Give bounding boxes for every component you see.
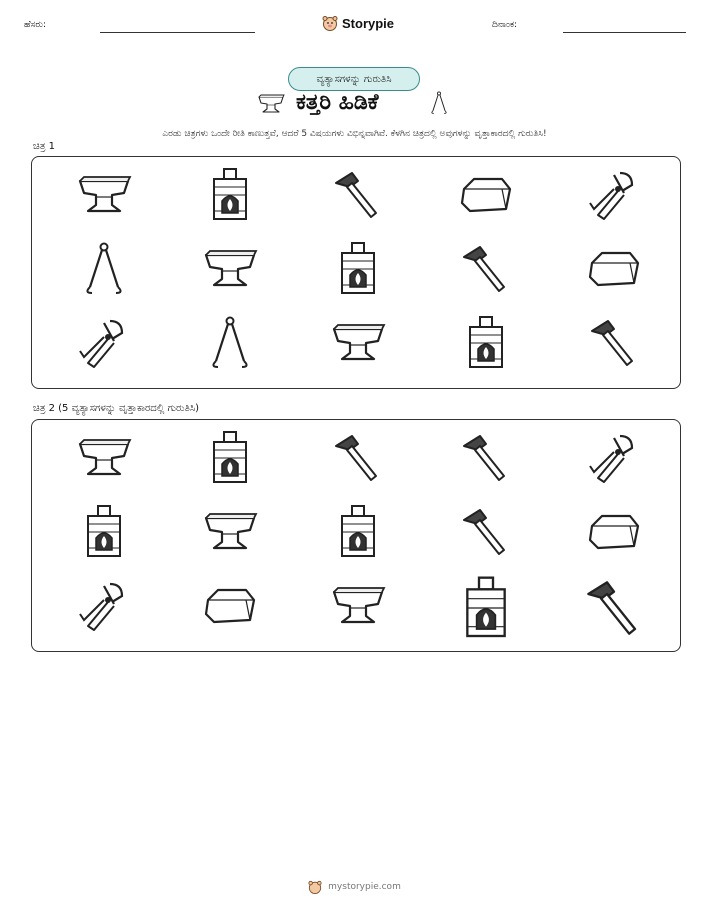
furnace-icon[interactable] bbox=[456, 315, 516, 371]
name-label: ಹೆಸರು: bbox=[24, 20, 47, 30]
date-line bbox=[563, 32, 686, 33]
anvil-icon[interactable] bbox=[328, 315, 388, 371]
bear-logo-icon bbox=[308, 880, 322, 894]
date-label: ದಿನಾಂಕ: bbox=[492, 20, 518, 30]
picture1-label: ಚಿತ್ರ 1 bbox=[33, 141, 55, 152]
picture2-panel bbox=[31, 419, 681, 652]
name-line bbox=[100, 32, 255, 33]
instructions: ಎರಡು ಚಿತ್ರಗಳು ಒಂದೇ ರೀತಿ ಕಾಣುತ್ತವೆ, ಆದರೆ 5 ವಿಷಯಗಳು ವಿಭಿನ್ನವಾಗಿವೆ. ಕೆಳಗಿನ ಚಿತ್ರದಲ್ಲಿ ಅವುಗಳನ್ನು ವೃತ್ತಾಕಾರದಲ್ಲಿ ಗುರುತಿಸಿ! bbox=[162, 129, 547, 139]
furnace-icon[interactable] bbox=[200, 167, 260, 223]
pliers-icon[interactable] bbox=[74, 315, 134, 371]
hammer-icon[interactable] bbox=[328, 167, 388, 223]
worksheet-header bbox=[0, 14, 709, 36]
anvil-icon[interactable] bbox=[328, 578, 388, 634]
stone-icon[interactable] bbox=[584, 241, 644, 297]
activity-tag: ವ್ಯತ್ಯಾಸಗಳನ್ನು ಗುರುತಿಸಿ bbox=[288, 67, 420, 91]
anvil-icon[interactable] bbox=[74, 430, 134, 486]
furnace-icon[interactable] bbox=[74, 504, 134, 560]
pliers-icon[interactable] bbox=[74, 578, 134, 634]
stone-icon[interactable] bbox=[584, 504, 644, 560]
pliers-icon[interactable] bbox=[584, 167, 644, 223]
furnace-icon[interactable] bbox=[328, 241, 388, 297]
footer-site: mystorypie.com bbox=[328, 882, 401, 892]
footer bbox=[0, 880, 709, 894]
furnace-icon[interactable] bbox=[200, 430, 260, 486]
picture2-label: ಚಿತ್ರ 2 (5 ವ್ಯತ್ಯಾಸಗಳನ್ನು ವೃತ್ತಾಕಾರದಲ್ಲಿ ಗುರುತಿಸಿ) bbox=[33, 403, 200, 414]
anvil-icon[interactable] bbox=[200, 241, 260, 297]
anvil-icon[interactable] bbox=[74, 167, 134, 223]
hammer-icon[interactable] bbox=[328, 430, 388, 486]
stone-icon[interactable] bbox=[200, 578, 260, 634]
furnace-icon[interactable] bbox=[451, 572, 521, 644]
page-title: ಕತ್ತರಿ ಹಿಡಿಕೆ bbox=[296, 90, 379, 115]
title-row bbox=[0, 88, 709, 122]
tongs-icon[interactable] bbox=[200, 315, 260, 371]
brand-name: Storypie bbox=[342, 15, 395, 31]
hammer-icon[interactable] bbox=[456, 430, 516, 486]
stone-icon[interactable] bbox=[456, 167, 516, 223]
hammer-icon[interactable] bbox=[584, 315, 644, 371]
furnace-icon[interactable] bbox=[328, 504, 388, 560]
hammer-icon[interactable] bbox=[456, 504, 516, 560]
hammer-icon[interactable] bbox=[579, 572, 649, 644]
anvil-icon bbox=[256, 90, 286, 118]
hammer-icon[interactable] bbox=[456, 241, 516, 297]
brand-logo bbox=[322, 14, 394, 32]
tongs-icon bbox=[426, 88, 452, 118]
picture1-panel bbox=[31, 156, 681, 389]
tongs-icon[interactable] bbox=[74, 241, 134, 297]
pliers-icon[interactable] bbox=[584, 430, 644, 486]
bear-logo-icon bbox=[322, 15, 338, 31]
anvil-icon[interactable] bbox=[200, 504, 260, 560]
